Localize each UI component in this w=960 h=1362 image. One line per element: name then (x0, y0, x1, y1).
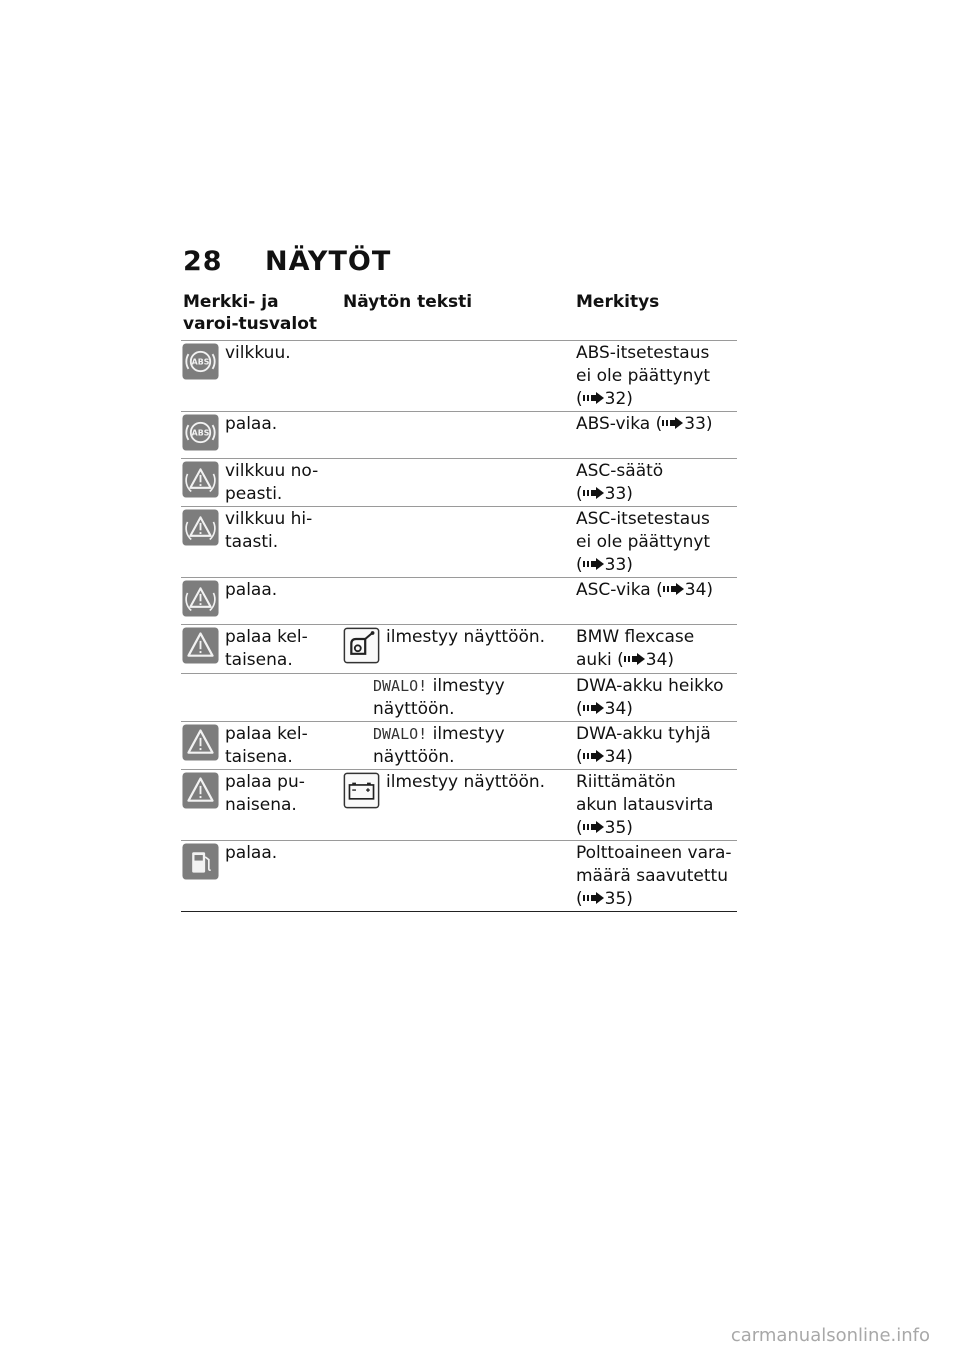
page-reference-number: 34) (684, 580, 714, 600)
table-row (181, 673, 737, 721)
table-row (181, 506, 737, 577)
display-code: DWALO! (373, 677, 428, 695)
page-reference-number: 34) (645, 650, 675, 670)
display-text (373, 675, 543, 721)
watermark: carmanualsonline.info (730, 1325, 930, 1346)
svg-text:ABS: ABS (191, 357, 210, 367)
page-reference (576, 554, 741, 577)
page-reference-prefix: auki ( (576, 650, 624, 670)
page-reference-number: 33) (684, 414, 713, 434)
light-state: palaa pu-naisena. (225, 772, 305, 815)
meaning (576, 413, 741, 436)
fuel-icon (182, 843, 219, 880)
page-reference-arrow-icon (583, 701, 605, 715)
meaning-line: Polttoaineen vara- (576, 843, 732, 863)
table-row (181, 411, 737, 458)
light-state: palaa kel-taisena. (225, 724, 308, 767)
svg-text:ABS: ABS (191, 428, 210, 438)
column-header-meaning: Merkitys (576, 292, 660, 312)
page-reference-prefix: ( (576, 747, 583, 767)
meaning-line: määrä saavutettu (576, 866, 728, 886)
page-reference (576, 817, 741, 840)
page-reference-arrow-icon (624, 652, 646, 666)
meaning-line: ABS-itsetestaus (576, 343, 710, 363)
page-title: NÄYTÖT (265, 245, 392, 277)
warning-icon (182, 627, 219, 664)
page-number: 28 (183, 245, 223, 277)
asc-icon (182, 580, 219, 617)
warning-icon (182, 772, 219, 809)
meaning (576, 508, 741, 577)
page-reference-prefix: ( (576, 818, 583, 838)
table-row (181, 577, 737, 624)
meaning-line: DWA-akku heikko (576, 676, 724, 696)
page-reference (576, 746, 741, 769)
display-code: DWALO! (373, 725, 428, 743)
light-state: palaa. (225, 843, 278, 863)
light-state: palaa. (225, 580, 278, 600)
page-reference-prefix: ASC-vika ( (576, 580, 663, 600)
meaning-line: ei ole päättynyt (576, 366, 711, 386)
asc-icon (182, 461, 219, 498)
page-reference (576, 413, 741, 436)
page-header (183, 244, 391, 278)
page-reference-prefix: ABS-vika ( (576, 414, 663, 434)
meaning-line: ei ole päättynyt (576, 532, 711, 552)
page-reference-arrow-icon (583, 391, 605, 405)
meaning-line: DWA-akku tyhjä (576, 724, 711, 744)
page-reference-arrow-icon (583, 486, 605, 500)
page-reference (576, 888, 741, 911)
page-reference (576, 483, 741, 506)
page-reference-number: 35) (604, 889, 633, 909)
page-reference-arrow-icon (662, 416, 684, 430)
asc-icon (182, 509, 219, 546)
display-text-label: ilmestyy näyttöön. (373, 676, 505, 719)
meaning-line: ASC-itsetestaus (576, 509, 710, 529)
display-text-label: ilmestyy näyttöön. (386, 627, 546, 647)
meaning (576, 675, 741, 721)
meaning (576, 579, 741, 602)
column-header-display-text: Näytön teksti (343, 292, 473, 312)
page-reference-prefix: ( (576, 555, 583, 575)
table-row (181, 769, 737, 840)
table-row (181, 721, 737, 769)
light-state: vilkkuu no-peasti. (225, 461, 319, 504)
meaning (576, 842, 741, 911)
page-reference (576, 649, 741, 672)
page-reference-number: 32) (604, 389, 633, 409)
page-reference-prefix: ( (576, 484, 583, 504)
table-row (181, 458, 737, 506)
meaning-line: Riittämätön (576, 772, 676, 792)
page-reference-number: 35) (604, 818, 633, 838)
meaning (576, 723, 741, 769)
meaning-line: ASC-säätö (576, 461, 664, 481)
meaning (576, 342, 741, 411)
table-row (181, 340, 737, 411)
light-state: vilkkuu hi-taasti. (225, 509, 313, 552)
battery-icon (343, 772, 380, 809)
page-reference-arrow-icon (583, 749, 605, 763)
flexcase-icon (343, 627, 380, 664)
page-reference-prefix: ( (576, 699, 583, 719)
meaning (576, 626, 741, 672)
page-reference-number: 33) (604, 555, 633, 575)
column-header-symbol: Merkki- ja varoi-tusvalot (183, 292, 318, 334)
meaning-line: BMW flexcase (576, 627, 695, 647)
meaning-line: akun latausvirta (576, 795, 714, 815)
warning-icon (182, 724, 219, 761)
page-reference-arrow-icon (583, 557, 605, 571)
page-reference-arrow-icon (583, 891, 605, 905)
light-state: palaa. (225, 414, 278, 434)
display-text (386, 771, 556, 794)
display-text (386, 626, 556, 649)
abs-icon (182, 414, 219, 451)
light-state: vilkkuu. (225, 343, 291, 363)
page-reference-arrow-icon (663, 582, 685, 596)
display-text-label: ilmestyy näyttöön. (386, 772, 546, 792)
page-reference-number: 33) (604, 484, 633, 504)
page-reference (576, 579, 741, 602)
table-row (181, 624, 737, 673)
meaning (576, 460, 741, 506)
page-reference-number: 34) (604, 699, 633, 719)
page-reference (576, 388, 741, 411)
display-text-label: ilmestyy näyttöön. (373, 724, 505, 767)
indicator-table (181, 340, 737, 912)
page-reference-number: 34) (604, 747, 633, 767)
meaning (576, 771, 741, 840)
abs-icon (182, 343, 219, 380)
page-reference-prefix: ( (576, 389, 583, 409)
page-reference-arrow-icon (583, 820, 605, 834)
table-row (181, 840, 737, 912)
page-reference (576, 698, 741, 721)
display-text (373, 723, 543, 769)
light-state: palaa kel-taisena. (225, 627, 308, 670)
page-reference-prefix: ( (576, 889, 583, 909)
